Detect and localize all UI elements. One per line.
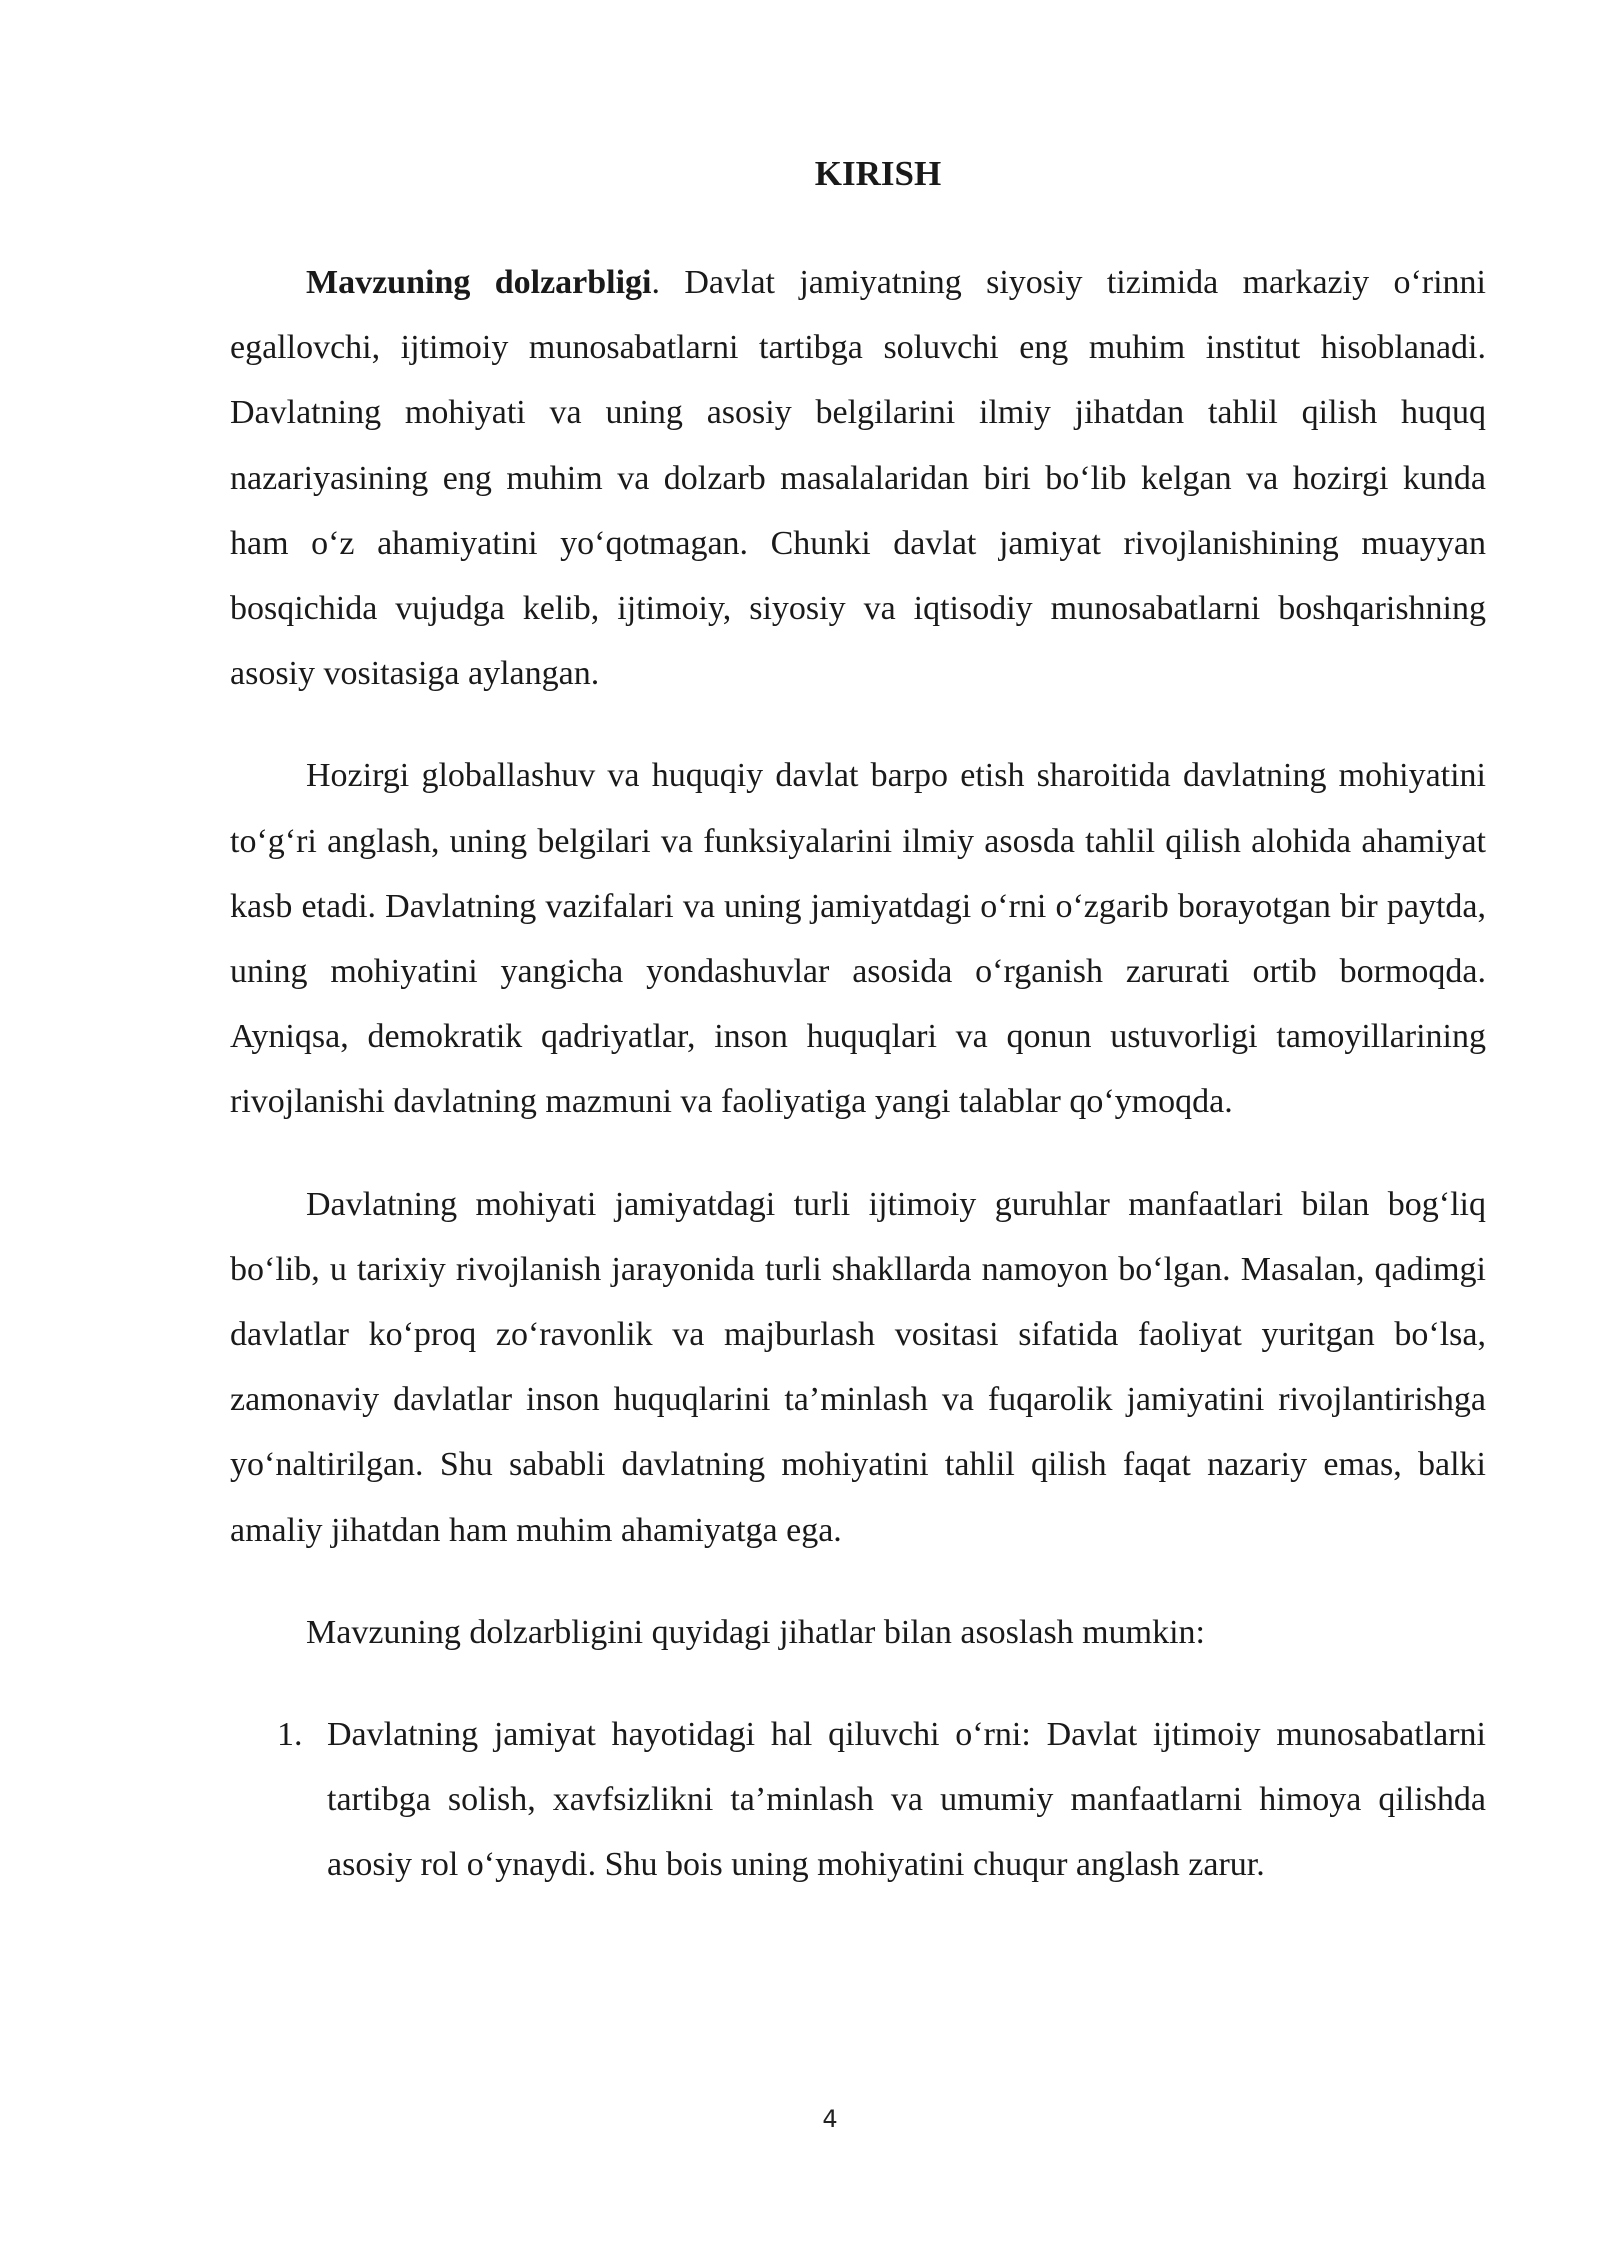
numbered-list xyxy=(230,1702,1486,1898)
paragraph-4: Mavzuning dolzarbligini quyidagi jihatlar bilan asoslash mumkin: xyxy=(306,1613,1205,1651)
paragraph-lead: Mavzuning dolzarbligi xyxy=(306,264,652,301)
page-title: KIRISH xyxy=(814,154,942,193)
list-item-text: Davlatning jamiyat hayotidagi hal qiluvchi o‘rni: Davlat ijtimoiy munosabatlarni tartibga solish, xavfsizlikni ta’minlash va umumiy manfaatlarni himoya qilishda asosiy rol o‘ynaydi. Shu bois uning mohiyatini chuqur anglash zarur. xyxy=(327,1716,1486,1884)
page-number: 4 xyxy=(822,2105,838,2133)
paragraph-3: Davlatning mohiyati jamiyatdagi turli ijtimoiy guruhlar manfaatlari bilan bog‘liq bo‘lib, u tarixiy rivojlanish jarayonida turli shakllarda namoyon bo‘lgan. Masalan, qadimgi davlatlar ko‘proq zo‘ravonlik va majburlash vositasi sifatida faoliyat yuritgan bo‘lsa, zamonaviy davlatlar inson huquqlarini ta’minlash va fuqarolik jamiyatini rivojlantirishga yo‘naltirilgan. Shu sababli davlatning mohiyatini tahlil qilish faqat nazariy emas, balki amaliy jihatdan ham muhim ahamiyatga ega. xyxy=(230,1185,1486,1549)
paragraph-1 xyxy=(230,250,1486,706)
list-item-number: 1. xyxy=(277,1716,303,1754)
list-item xyxy=(230,1702,1486,1898)
document-page xyxy=(230,150,1486,1898)
paragraph-text: . Davlat jamiyatning siyosiy tizimida markaziy o‘rinni egallovchi, ijtimoiy munosabatlarni tartibga soluvchi eng muhim institut hisoblanadi. Davlatning mohiyati va uning asosiy belgilarini ilmiy jihatdan tahlil qilish huquq nazariyasining eng muhim va dolzarb masalalaridan biri bo‘lib kelgan va hozirgi kunda ham o‘z ahamiyatini yo‘qotmagan. Chunki davlat jamiyat rivojlanishining muayyan bosqichida vujudga kelib, ijtimoiy, siyosiy va iqtisodiy munosabatlarni boshqarishning asosiy vositasiga aylangan. xyxy=(230,264,1486,693)
paragraph-2: Hozirgi globallashuv va huquqiy davlat barpo etish sharoitida davlatning mohiyatini to‘g‘ri anglash, uning belgilari va funksiyalarini ilmiy asosda tahlil qilish alohida ahamiyat kasb etadi. Davlatning vazifalari va uning jamiyatdagi o‘rni o‘zgarib borayotgan bir paytda, uning mohiyatini yangicha yondashuvlar asosida o‘rganish zarurati ortib bormoqda. Ayniqsa, demokratik qadriyatlar, inson huquqlari va qonun ustuvorligi tamoyillarining rivojlanishi davlatning mazmuni va faoliyatiga yangi talablar qo‘ymoqda. xyxy=(230,757,1486,1121)
